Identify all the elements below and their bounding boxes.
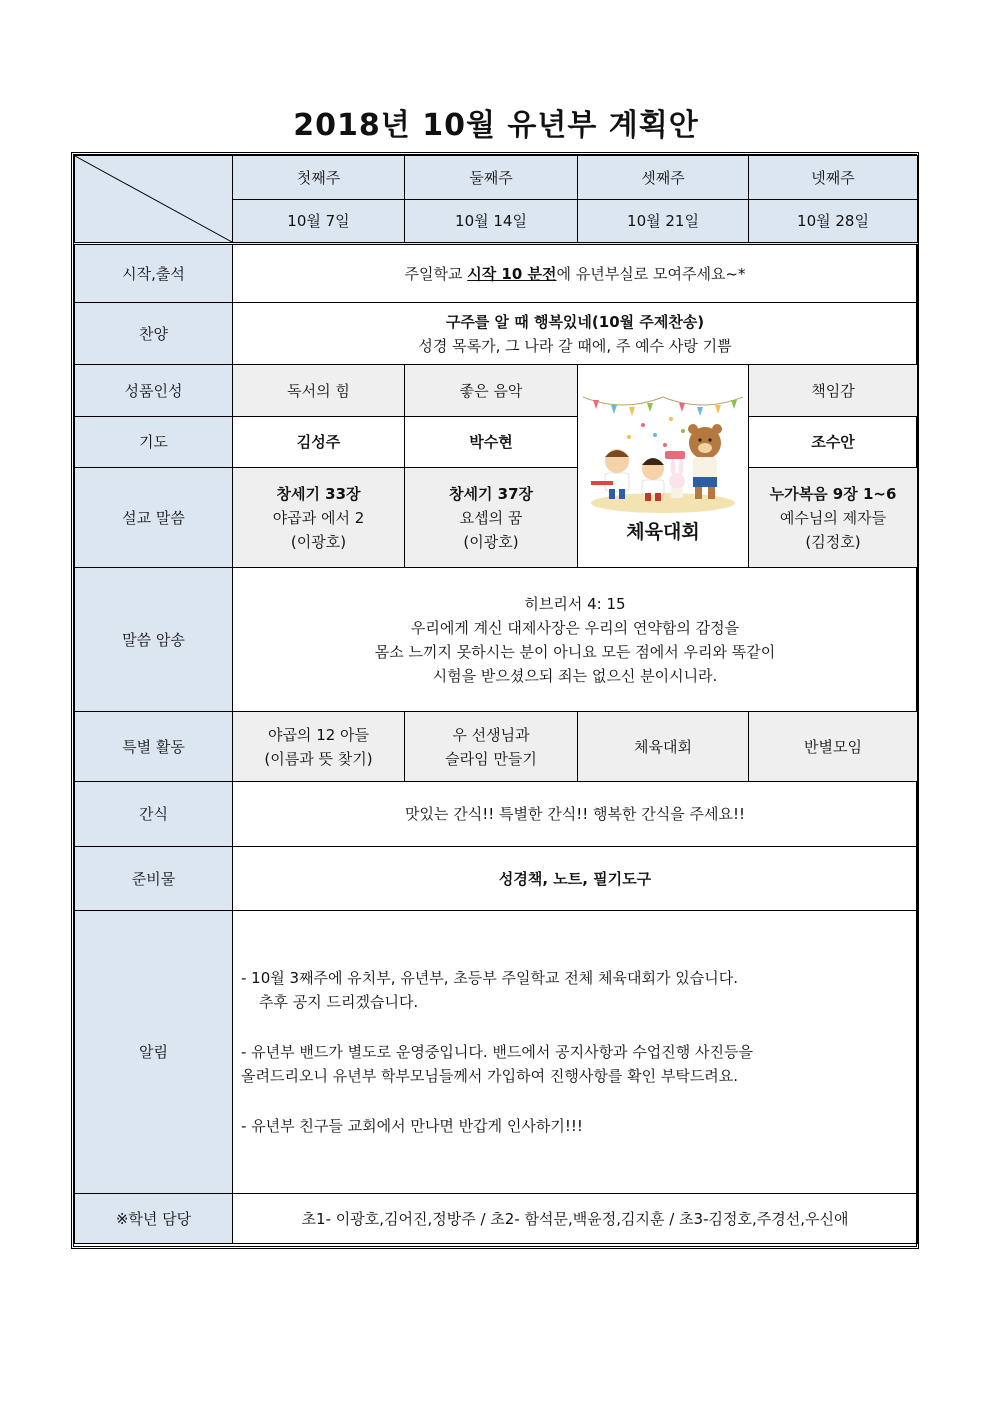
row-label-prayer: 기도 <box>75 417 233 468</box>
recitation-reference: 히브리서 4: 15 <box>524 594 626 613</box>
notice-line: - 유년부 밴드가 별도로 운영중입니다. 밴드에서 공지사항과 수업진행 사진등을 <box>241 1043 754 1061</box>
sermon-speaker: (김정호) <box>805 532 861 551</box>
recitation-cell <box>233 568 918 712</box>
notice-cell <box>233 911 918 1194</box>
sermon-ref: 창세기 33장 <box>276 484 361 503</box>
sermon-title: 예수님의 제자들 <box>779 508 887 527</box>
character-week4: 책임감 <box>749 365 918 417</box>
praise-cell <box>233 303 918 365</box>
row-label-praise: 찬양 <box>75 303 233 365</box>
row-label-supplies: 준비물 <box>75 847 233 911</box>
activity-week1: 야곱의 12 아들 (이름과 뜻 찾기) <box>233 712 405 782</box>
recitation-line: 우리에게 계신 대제사장은 우리의 연약함의 감정을 <box>410 618 740 637</box>
sermon-title: 야곱과 에서 2 <box>272 508 365 527</box>
prayer-week2: 박수현 <box>405 417 578 468</box>
week1-date: 10월 7일 <box>233 200 405 244</box>
notice-line: 올려드리오니 유년부 학부모님들께서 가입하여 진행사항를 확인 부탁드려요. <box>241 1067 739 1085</box>
sermon-title: 요셉의 꿈 <box>459 508 523 527</box>
sermon-week1 <box>233 468 405 568</box>
start-notice: 주일학교 시작 10 분전에 유년부실로 모여주세요~* <box>233 244 918 303</box>
week3-header: 셋째주 <box>578 156 749 200</box>
supplies-text: 성경책, 노트, 필기도구 <box>233 847 918 911</box>
plan-table <box>74 155 918 1244</box>
diagonal-line <box>75 156 232 242</box>
sermon-week2 <box>405 468 578 568</box>
recitation-line: 몸소 느끼지 못하시는 분이 아니요 모든 점에서 우리와 똑같이 <box>374 642 776 661</box>
notice-line: - 유년부 친구들 교회에서 만나면 반갑게 인사하기!!! <box>241 1117 583 1135</box>
notice-line: - 10월 3째주에 유치부, 유년부, 초등부 주일학교 전체 체육대회가 있습니다. <box>241 969 738 987</box>
row-label-grades: ※학년 담당 <box>75 1194 233 1244</box>
festival-cell <box>578 365 749 568</box>
row-label-character: 성품인성 <box>75 365 233 417</box>
sermon-week4 <box>749 468 918 568</box>
grades-text: 초1- 이광호,김어진,정방주 / 초2- 함석문,백윤정,김지훈 / 초3-김정호,주경선,우신애 <box>233 1194 918 1244</box>
row-label-snack: 간식 <box>75 782 233 847</box>
sports-day-illustration-icon <box>583 385 743 515</box>
sermon-speaker: (이광호) <box>290 532 347 551</box>
week2-date: 10월 14일 <box>405 200 578 244</box>
prayer-week4: 조수안 <box>749 417 918 468</box>
week3-date: 10월 21일 <box>578 200 749 244</box>
activity-week3: 체육대회 <box>578 712 749 782</box>
praise-songs: 성경 목록가, 그 나라 갈 때에, 주 예수 사랑 기쁨 <box>418 336 732 355</box>
festival-label: 체육대회 <box>626 520 700 543</box>
prayer-week1: 김성주 <box>233 417 405 468</box>
corner-diagonal-cell <box>75 156 233 244</box>
snack-text: 맛있는 간식!! 특별한 간식!! 행복한 간식을 주세요!! <box>233 782 918 847</box>
activity-week4: 반별모임 <box>749 712 918 782</box>
row-label-start: 시작,출석 <box>75 244 233 303</box>
activity-week2: 우 선생님과 슬라임 만들기 <box>405 712 578 782</box>
week2-header: 둘째주 <box>405 156 578 200</box>
notice-line: 추후 공지 드리겠습니다. <box>259 993 419 1011</box>
character-week2: 좋은 음악 <box>405 365 578 417</box>
sermon-speaker: (이광호) <box>463 532 519 551</box>
week4-date: 10월 28일 <box>749 200 918 244</box>
recitation-line: 시험을 받으셨으되 죄는 없으신 분이시니라. <box>432 666 718 685</box>
sermon-ref: 창세기 37장 <box>448 484 534 503</box>
praise-main: 구주를 알 때 행복있네(10월 주제찬송) <box>445 312 705 331</box>
week1-header: 첫째주 <box>233 156 405 200</box>
row-label-activity: 특별 활동 <box>75 712 233 782</box>
sermon-ref: 누가복음 9장 1~6 <box>769 484 897 503</box>
week4-header: 넷째주 <box>749 156 918 200</box>
row-label-recitation: 말씀 암송 <box>75 568 233 712</box>
start-emphasis: 시작 10 분전 <box>467 264 557 283</box>
row-label-notice: 알림 <box>75 911 233 1194</box>
character-week1: 독서의 힘 <box>233 365 405 417</box>
row-label-sermon: 설교 말씀 <box>75 468 233 568</box>
page-title: 2018년 10월 유년부 계획안 <box>293 108 699 143</box>
